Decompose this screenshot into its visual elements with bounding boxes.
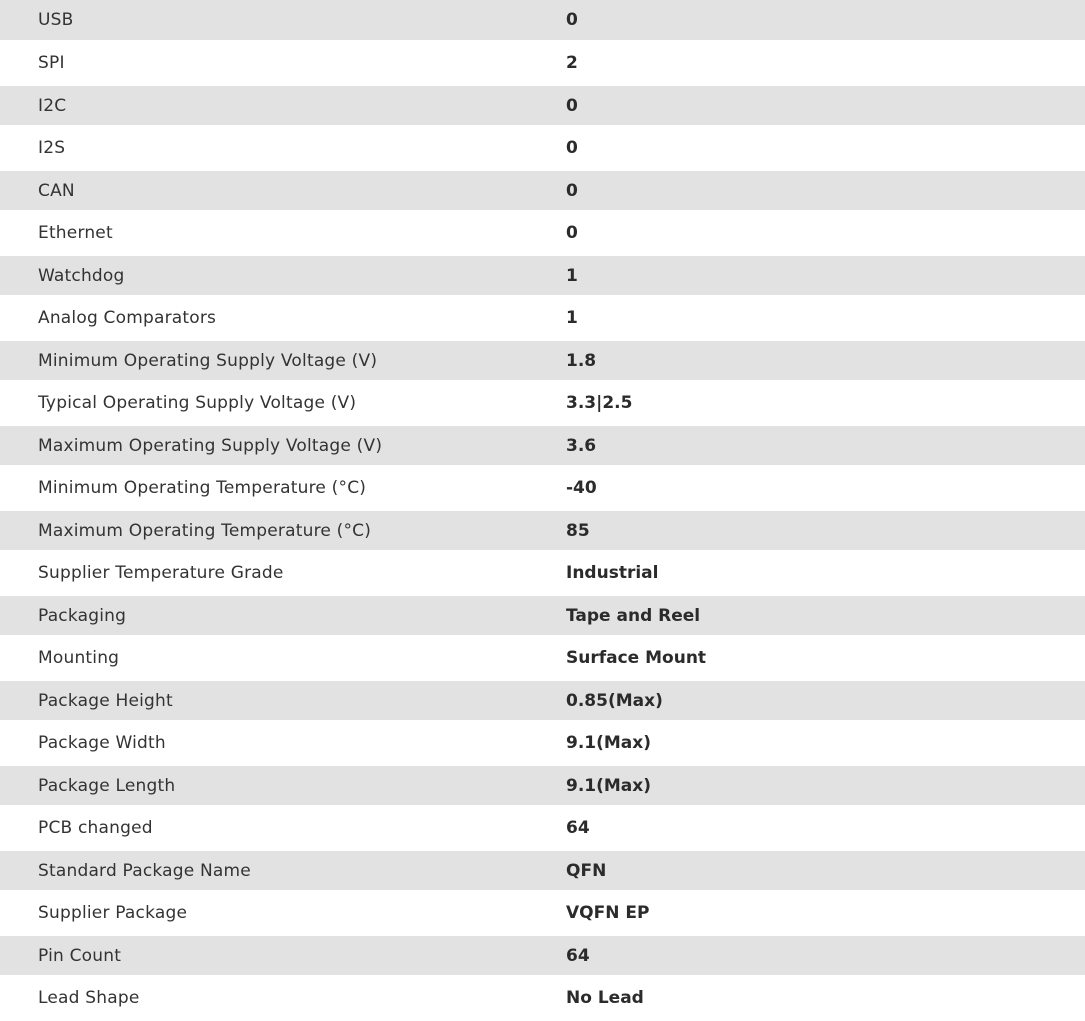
spec-value: QFN (566, 860, 607, 881)
spec-value: 1 (566, 265, 578, 286)
spec-value: 9.1(Max) (566, 733, 652, 753)
spec-label: Maximum Operating Supply Voltage (V) (38, 435, 383, 456)
spec-value: 0 (566, 95, 578, 116)
spec-value: -40 (566, 478, 597, 498)
spec-label: Ethernet (38, 223, 113, 243)
spec-label: PCB changed (38, 818, 153, 838)
spec-row-temperature-grade (0, 550, 1085, 596)
spec-value: Tape and Reel (566, 605, 701, 626)
spec-value: 1.8 (566, 350, 597, 371)
spec-value: 0.85(Max) (566, 690, 663, 711)
spec-row-spi (0, 40, 1085, 86)
spec-label: Minimum Operating Temperature (°C) (38, 478, 367, 498)
spec-value: 3.3|2.5 (566, 393, 633, 413)
spec-label: Supplier Package (38, 903, 188, 923)
spec-label: Mounting (38, 648, 120, 668)
spec-label: Package Length (38, 775, 176, 796)
spec-row-max-supply-voltage (0, 426, 1085, 465)
spec-value: 85 (566, 520, 590, 541)
spec-value: 0 (566, 10, 578, 30)
spec-label: Supplier Temperature Grade (38, 563, 284, 583)
spec-value: 0 (566, 223, 578, 243)
spec-label: Watchdog (38, 265, 125, 286)
spec-value: Surface Mount (566, 648, 707, 668)
spec-value: 9.1(Max) (566, 775, 652, 796)
spec-label: Maximum Operating Temperature (°C) (38, 520, 372, 541)
spec-label: I2C (38, 95, 67, 116)
spec-value: 0 (566, 138, 578, 158)
spec-row-typ-supply-voltage (0, 380, 1085, 426)
spec-value: Industrial (566, 563, 659, 583)
spec-value: 3.6 (566, 435, 597, 456)
spec-row-supplier-package (0, 890, 1085, 936)
spec-row-package-height (0, 681, 1085, 720)
spec-row-ethernet (0, 210, 1085, 256)
spec-row-package-length (0, 766, 1085, 805)
spec-row-analog-comparators (0, 295, 1085, 341)
spec-label: Package Width (38, 733, 166, 753)
spec-row-i2s (0, 125, 1085, 171)
spec-value: VQFN EP (566, 903, 650, 923)
spec-label: Pin Count (38, 945, 122, 966)
spec-label: Analog Comparators (38, 308, 217, 328)
spec-label: Package Height (38, 690, 173, 711)
spec-label: Packaging (38, 605, 127, 626)
spec-row-can (0, 171, 1085, 210)
spec-value: 64 (566, 945, 590, 966)
spec-value: 1 (566, 308, 578, 328)
spec-label: USB (38, 10, 74, 30)
spec-label: SPI (38, 53, 65, 73)
spec-value: 64 (566, 818, 590, 838)
spec-value: No Lead (566, 988, 644, 1008)
spec-row-max-temperature (0, 511, 1085, 550)
spec-label: Lead Shape (38, 988, 140, 1008)
spec-row-watchdog (0, 256, 1085, 295)
spec-row-standard-package-name (0, 851, 1085, 890)
spec-row-min-temperature (0, 465, 1085, 511)
spec-label: Typical Operating Supply Voltage (V) (38, 393, 357, 413)
spec-row-min-supply-voltage (0, 341, 1085, 380)
spec-row-packaging (0, 596, 1085, 635)
spec-row-i2c (0, 86, 1085, 125)
spec-row-package-width (0, 720, 1085, 766)
spec-label: I2S (38, 138, 66, 158)
spec-row-usb (0, 0, 1085, 40)
spec-label: CAN (38, 180, 75, 201)
spec-value: 2 (566, 53, 578, 73)
spec-label: Standard Package Name (38, 860, 251, 881)
spec-row-mounting (0, 635, 1085, 681)
spec-row-pin-count (0, 936, 1085, 975)
spec-label: Minimum Operating Supply Voltage (V) (38, 350, 378, 371)
spec-row-pcb-changed (0, 805, 1085, 851)
spec-value: 0 (566, 180, 578, 201)
spec-row-lead-shape (0, 975, 1085, 1021)
